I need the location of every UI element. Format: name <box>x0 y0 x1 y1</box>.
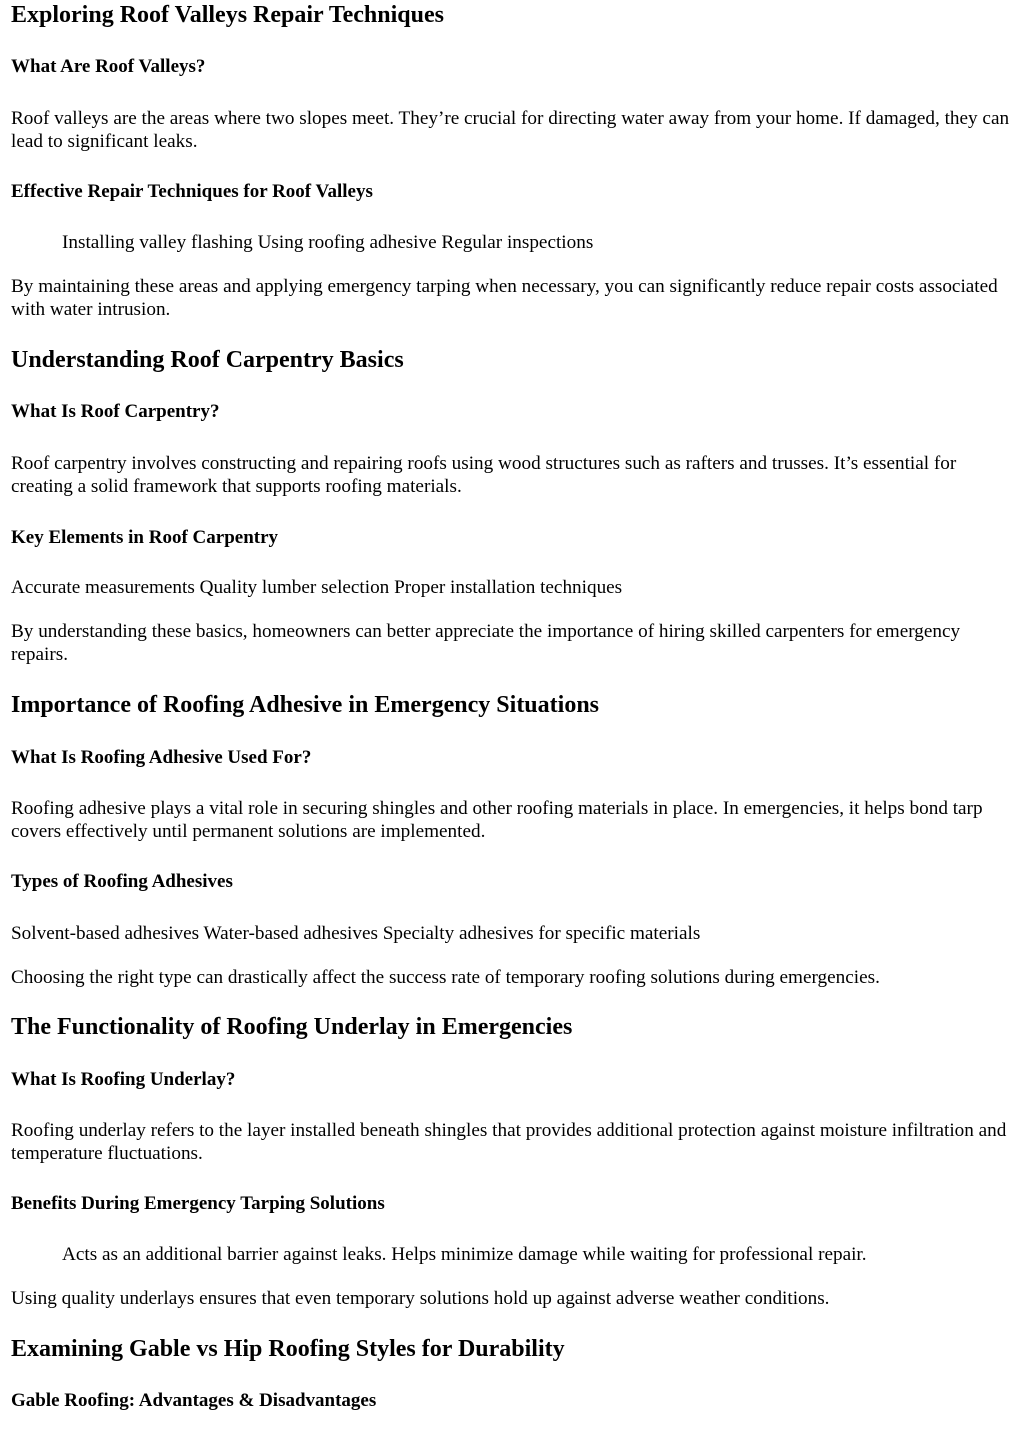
subheading: What Is Roofing Underlay? <box>11 1069 236 1090</box>
paragraph: Using quality underlays ensures that even temporary solutions hold up against adverse weather conditions. <box>11 1288 830 1309</box>
section-heading: The Functionality of Roofing Underlay in Emergencies <box>11 1014 573 1040</box>
section-heading: Examining Gable vs Hip Roofing Styles for Durability <box>11 1336 565 1362</box>
subheading: Key Elements in Roof Carpentry <box>11 527 279 548</box>
list-item: Acts as an additional barrier against leaks. Helps minimize damage while waiting for professional repair. <box>62 1244 867 1265</box>
subheading: What Is Roof Carpentry? <box>11 401 220 422</box>
section-heading: Understanding Roof Carpentry Basics <box>11 347 404 373</box>
list-item: Installing valley flashing Using roofing adhesive Regular inspections <box>62 232 594 253</box>
paragraph: Roofing adhesive plays a vital role in securing shingles and other roofing materials in place. In emergencies, it helps bond tarp covers effectively until permanent solutions are implemented. <box>11 798 983 842</box>
subheading: What Is Roofing Adhesive Used For? <box>11 747 312 768</box>
paragraph: Roofing underlay refers to the layer installed beneath shingles that provides additional protection against moisture infiltration and temperature fluctuations. <box>11 1120 1007 1164</box>
paragraph: Roof carpentry involves constructing and repairing roofs using wood structures such as rafters and trusses. It’s essential for creating a solid framework that supports roofing materials. <box>11 453 957 497</box>
subheading: What Are Roof Valleys? <box>11 56 206 77</box>
subheading: Benefits During Emergency Tarping Solutions <box>11 1193 385 1214</box>
paragraph: Roof valleys are the areas where two slopes meet. They’re crucial for directing water away from your home. If damaged, they can lead to significant leaks. <box>11 108 1010 152</box>
list-item: Accurate measurements Quality lumber selection Proper installation techniques <box>11 577 623 598</box>
section-heading: Exploring Roof Valleys Repair Techniques <box>11 2 444 28</box>
section-heading: Importance of Roofing Adhesive in Emergency Situations <box>11 692 599 718</box>
subheading: Gable Roofing: Advantages & Disadvantages <box>11 1390 377 1411</box>
subheading: Types of Roofing Adhesives <box>11 871 233 892</box>
paragraph: By maintaining these areas and applying emergency tarping when necessary, you can significantly reduce repair costs associated with water intrusion. <box>11 276 998 320</box>
list-item: Solvent-based adhesives Water-based adhesives Specialty adhesives for specific materials <box>11 923 701 944</box>
paragraph: By understanding these basics, homeowners can better appreciate the importance of hiring skilled carpenters for emergency repairs. <box>11 621 961 665</box>
paragraph: Choosing the right type can drastically affect the success rate of temporary roofing solutions during emergencies. <box>11 967 880 988</box>
subheading: Effective Repair Techniques for Roof Valleys <box>11 181 373 202</box>
